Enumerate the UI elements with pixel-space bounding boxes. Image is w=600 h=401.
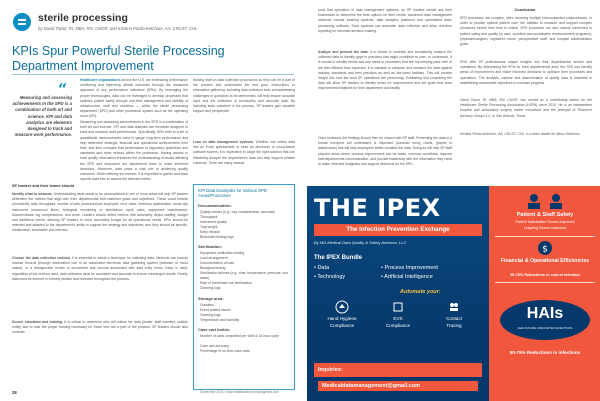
col1-intro — [80, 78, 188, 120]
hais-badge — [500, 300, 590, 340]
kpi-item: Documentation of load — [200, 261, 234, 265]
kpi-item: Throughput — [200, 215, 218, 219]
section-title: sterile processing — [38, 12, 128, 24]
ad-leapfrog: Leapfrog Scores Improved — [523, 226, 567, 230]
p2-body: Whether one enters data into an Excel spreadsheet or uses an electronic or cloud-based software system, it is imperative to adopt the right solution that can effectively analyze the department's data and help support reliable solutions. There are many manual — [193, 140, 295, 165]
ad-contact[interactable] — [314, 363, 482, 377]
ad-column-contact-tracing — [430, 300, 478, 329]
kpi-group-name: Storage area: — [198, 296, 224, 301]
ad-byline: By MD-Medical Data Quality & Safety Advisors, LLC — [314, 240, 407, 245]
p4-lead: Choose the data collection method. — [12, 256, 71, 260]
hais-text: HAIs — [526, 305, 564, 322]
ad-title: THE IPEX — [314, 194, 441, 222]
col3-p2-body: It is critical to routinely and consistently analyze the collected data to identify gaps in practices that might contribute to over- or underwork. It is crucial to identify trends and any areas or processes that are not keeping pace with or are less efficient than expected. It is valuable to compare and measure the data against industry standards and best practices as well as like-sized facilities. This will provide insight into how the local SP operations are performing. Evaluating and comparing the data will allow SP leaders to identify areas for improvement and set goals that drive improvement initiatives for their department and facility. — [318, 50, 452, 91]
kpi-item: Outdates — [200, 303, 214, 307]
page-number: 28 — [12, 390, 17, 395]
ad-email-link[interactable]: Medicaldatamanagement@gmail.com — [318, 381, 478, 391]
col3-p2-lead: Analyze and present the data. — [318, 50, 369, 54]
svg-text:$: $ — [542, 244, 548, 255]
kpi-item: Quality checks (e.g., bay completeness, accurate) — [200, 210, 276, 214]
ad-bullet: • Data — [314, 265, 330, 271]
ad-bullet: • Technology — [314, 274, 346, 280]
ad-col-line2: Compliance — [329, 322, 355, 328]
ad-divider — [495, 282, 595, 283]
byline: by David Taylor, RI, MBA, RN, CNOR, and Kristina Pirolla-Ketchum, AA, CRCST, CHL — [38, 26, 198, 31]
quote-mark-icon: “ — [58, 80, 68, 99]
kpi-item: Sterilization failures (e.g., time, temperature, pressure, wet loads) — [200, 271, 288, 280]
ad-col-line1: EVS — [393, 316, 403, 322]
kpi-item: Cleaning logs — [200, 313, 221, 317]
author-bio-2: Kristina Pirolla-Ketchum, AA, CRCST, CHL, is a team leader for Mesa Solutions. — [460, 132, 581, 136]
p3-body: Understanding what needs to be accomplished in one or more areas will help SP leaders determine the metrics that align with their departmental and customer goals and objectives. These could include productivity, daily throughput, number of sets processed per employee, error rates, inventory optimization, same-day instrument turnaround times, biological monitoring or sterilization cycle rates, equipment maintenance, documentation log completeness, and more. Leaders should select metrics that accurately depict staffing, budget and additional needs, allowing SP leaders to more accurately budget for all operational needs. KPIs should be selected and adapted to the department's ability to support the strategy and objectives, and they should be specific, measurable, achievable and relevant. — [12, 192, 188, 233]
ad-col-line1: Contact — [446, 316, 462, 322]
sterile-processing-icon — [12, 12, 32, 32]
author-bio-1: David Taylor, RI, MBA, RN, CNOR, has served as a contributing author for the Healthcare Sterile Processing Association (HSPA) since 2019. He is an independent hospital and ambulatory surgery center consultant and the principal of Resource Advisory Group LLC, in San Antonio, Texas. — [460, 98, 592, 118]
ad-bullet: • Process Improvement — [381, 265, 438, 271]
ad-automate-label: Automate your: — [400, 289, 441, 295]
dollar-icon — [536, 240, 554, 256]
kpi-item: Temperature and humidity — [200, 318, 240, 322]
kpi-item: Event-related issues — [200, 308, 231, 312]
kpi-group-name: Sterilization: — [198, 244, 223, 249]
conclusion-heading: Conclusion — [514, 8, 536, 12]
ad-right-panel — [489, 186, 600, 401]
headline-rule — [12, 74, 294, 75]
col1-p3 — [12, 192, 188, 254]
kpi-item: Tray weight — [200, 225, 218, 229]
ad-bullets-left — [314, 264, 345, 282]
col1-p5 — [12, 320, 188, 384]
kpi-item: Load arrangement — [200, 256, 228, 260]
col1-p4 — [12, 256, 188, 318]
kpi-group-name: Decontamination: — [198, 203, 232, 208]
kpi-item: Cleaning logs — [200, 286, 221, 290]
kpi-item: Percentage of on-time case carts — [200, 349, 250, 353]
ad-col-line2: Tracing — [446, 322, 462, 328]
ad-divider — [495, 236, 595, 237]
ad-inquiries-label: Inquiries: — [318, 367, 343, 373]
kpi-item: Instrument quality — [200, 220, 227, 224]
ad-patient-satisfaction: Patient Satisfaction Scores Improved — [515, 220, 575, 224]
col2-p2 — [193, 140, 295, 182]
ad-financial-sub: 50-75% Reductions in cost of infection — [510, 273, 580, 277]
intro-body: across the U.S. are embracing performance monitoring and improving clinical outcomes through the measured approach of key performance indicators (KPIs). By leveraging the proper technologies, data can be leveraged to develop processes that optimize patient safety through real-time management and visibility of infrastructure, staff and workflow — within the sterile processing department (SPD) and other procedural spaces such as the operating room (OR). — [80, 78, 188, 119]
col1-subhead: SP leaders and their teams should — [12, 184, 74, 188]
col3-p1: tools that specialize in data management systems, so SP leaders should ask their businesses to determine the best options for their needs. Advanced data management solutions include tracking systems, data analytics platforms and specialized data-processing software. Such systems can automate data collection and allow real-time reporting for informed decision-making. — [318, 8, 452, 33]
people-icon — [447, 300, 461, 314]
ad-reductions: 50-75% Reductions in infections — [509, 350, 581, 355]
col4-p1: SPD processes are complex, often involving multiple interconnected subprocesses. In order to provide optimal patient care, the abilities to measure and support complex processes before their time is critical. SPD processes are also closely connected to patient safety and quality (in care, workflow and sustainable reimbursement programs), physician/surgeon, registered nurse, perioperative staff, and hospital administration goals. — [460, 16, 592, 47]
kpi-item: Case cart accuracy — [200, 344, 230, 348]
kpi-item: Bioburden testing logs — [200, 235, 234, 239]
hand-icon — [335, 300, 349, 314]
patients-icon — [522, 192, 568, 210]
col3-p2 — [318, 50, 452, 134]
col2-p1: training staff on data collection procedures so they can be a part of the process and understand the end goal. Instructions or information gathering, including data collection tools and addressing challenges or questions to be determined, will help ensure accurate input and the collection of trustworthy and accurate data. By including team members in the process, SP leaders gain valuable support and perspective. — [193, 78, 295, 114]
ad-col-line1: Hand Hygiene — [327, 316, 357, 322]
p5-lead: Secure education and training. — [12, 320, 63, 324]
hais-sub: HEALTHCARE ASSOCIATED INFECTIONS — [517, 326, 573, 330]
footer-issue: September 2023 • www.healthcarepurchasingnews.com — [200, 390, 279, 394]
ad-patient-safety-title: Patient & Staff Safety — [516, 212, 574, 218]
kpi-item: Biological testing — [200, 266, 226, 270]
pull-quote: Measuring and assessing achievements in the SPD is a combination of both art and science. KPI and data analytics are elements designed to track and measure work performance. — [12, 95, 72, 138]
col3-p3: Once reviewed, the findings should then be shared with SP staff. Presenting the data in a format everyone will understand is important (consider using charts, graphs or dashboards) that will help employees better visualize the data. Doing so will help SP staff pinpoint areas where process improvement can be made, common workflows, improve interdepartmental communication, and provide leadership with the information they need to make informed budgetary and support decisions for the SPD. — [318, 136, 452, 167]
col4-p2: KPIs offer SP professionals unique insights into their departmental service and operations. By determining the KPIs for each departmental area, the SPD can identify areas of improvement and make informed decisions to optimize their processes and operations. The analysis, capture and dissemination of quality data is essential in establishing measurable objectives to increase progress. — [460, 60, 592, 85]
kpi-group-name: Case cart builds: — [198, 327, 231, 332]
ad-column-hand-hygiene — [318, 300, 366, 329]
kpi-item: Rate of immediate use sterilization — [200, 281, 252, 285]
p2-lead: Lean on data management systems. — [193, 140, 254, 144]
col1-p2: Measuring and assessing achievements in the SPD is a combination of both art and science. KPI and data analytics are elements designed to track and measure work performance. Specifically, KPIs refer to a set of quantifiable measurements used to gauge long-term performance and help determine strategic, financial and operational achievements over time, and then compare that performance to regulatory guidelines and standards and other sectors within the profession. Having access to such quality information enhances the understanding of issues affecting the SPD and empowers the department team to make informed decisions. Moreover, data plays a vital role in achieving quality outcomes. When defining the metrics, it is important to gather and track specific data sets to assess the selected metric. — [80, 120, 188, 182]
p3-lead: Identify what to measure. — [12, 192, 53, 196]
kpi-title: KPI Data Examples for Various SPD Areas/Processes — [198, 188, 267, 199]
kpi-item: Number of carts completed per shift or 24-hour cycle — [200, 334, 279, 338]
ad-bundle-title: The IPEX Bundle — [314, 255, 363, 261]
p5-body: It is critical to determine who will collect the data (leader, staff member, outside entity) and to note the proper training necessary for those who are a part of the process. SP leaders should also consider — [12, 320, 188, 335]
kpi-item: Equipment verification testing — [200, 251, 245, 255]
ad-bullets-right — [381, 264, 438, 282]
ad-tagline: The Infection Prevention Exchange — [314, 224, 482, 236]
broom-icon — [391, 300, 405, 314]
intro-lead: Healthcare organizations — [80, 78, 121, 82]
ad-column-evs — [374, 300, 422, 329]
ad-col-line2: Compliance — [385, 322, 411, 328]
ad-bullet: • Artificial Intelligence — [381, 274, 433, 280]
ad-financial-title: Financial & Operational Efficiencies — [500, 258, 590, 264]
article-headline: KPIs Spur Powerful Sterile Processing Department Improvement — [12, 44, 225, 73]
kpi-item: Early release — [200, 230, 220, 234]
p4-body: It is essential to select a technique for collecting data. Methods can include manual records (through observation use of an automated electronic data gathering system (software or cloud based), or a retrospective review of documents and records associated with data entry forms. Keep in mind, regardless of the method used, data collection must be consistent and accurate to ensure meaningful results. Finally, data must be entered in a timely fashion and reviewed throughout the process. — [12, 256, 188, 281]
